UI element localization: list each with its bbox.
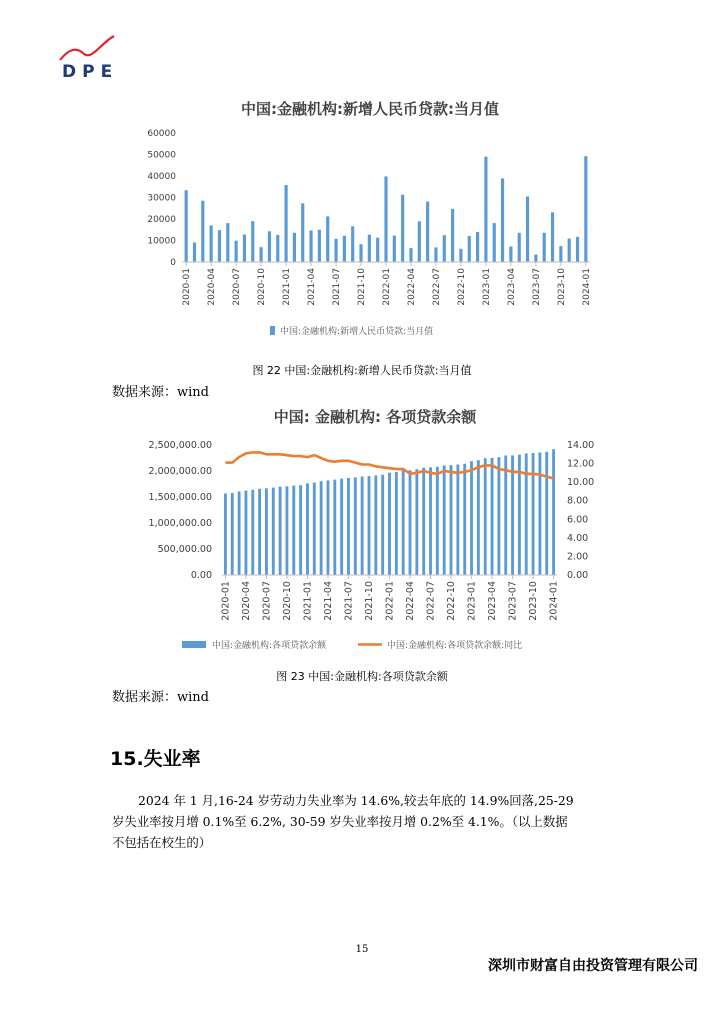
y-right-tick-label: 8.00 (567, 495, 589, 507)
x-tick-label: 2020-10 (257, 268, 268, 306)
figure-23-caption: 图 23 中国:金融机构:各项贷款余额 (276, 670, 448, 683)
legend-label: 中国:金融机构:新增人民币贷款:当月值 (280, 327, 434, 337)
bar (450, 465, 453, 575)
bar (518, 233, 521, 262)
bar (422, 468, 425, 575)
bar (340, 479, 343, 575)
bar (511, 455, 514, 575)
x-tick-label: 2022-07 (431, 268, 442, 306)
bar (393, 236, 396, 262)
x-tick-label: 2021-01 (282, 268, 293, 306)
bar (526, 196, 529, 262)
bar (279, 487, 282, 575)
bar (251, 490, 254, 575)
y-right-tick-label: 0.00 (567, 570, 589, 581)
bar (491, 458, 494, 575)
bar (354, 477, 357, 575)
bar (501, 178, 504, 262)
chart-loan-balance (140, 400, 610, 658)
bar (388, 473, 391, 575)
x-tick-label: 2023-04 (487, 581, 499, 621)
bar (333, 480, 336, 575)
x-tick-label: 2023-10 (556, 268, 567, 306)
bar (260, 247, 263, 262)
bar (268, 231, 271, 262)
y-right-tick-label: 6.00 (567, 514, 589, 526)
bar (334, 239, 337, 262)
chart-title: 中国:金融机构:新增人民币贷款:当月值 (241, 100, 499, 118)
x-tick-label: 2021-07 (332, 268, 343, 306)
bar (218, 230, 221, 262)
x-tick-label: 2021-10 (357, 268, 368, 306)
bar (320, 481, 323, 575)
y-right-tick-label: 14.00 (567, 440, 595, 451)
x-tick-label: 2020-01 (182, 268, 193, 306)
bar (193, 243, 196, 262)
bar (468, 236, 471, 262)
bar (436, 467, 439, 575)
y-right-tick-label: 4.00 (567, 532, 589, 544)
legend-swatch-bar (182, 641, 206, 648)
x-tick-label: 2020-07 (232, 268, 243, 306)
bar (238, 491, 241, 575)
chart-new-rmb-loans (130, 88, 610, 348)
x-tick-label: 2022-01 (382, 268, 392, 306)
y-right-tick-label: 2.00 (567, 551, 589, 563)
bar (235, 241, 238, 262)
y-tick-label: 30000 (147, 193, 176, 204)
x-tick-label: 2023-07 (507, 581, 519, 621)
y-left-tick-label: 2,500,000.00 (148, 440, 212, 451)
bar (231, 493, 234, 575)
y-tick-label: 20000 (147, 215, 176, 225)
x-tick-label: 2021-04 (322, 581, 334, 621)
bar (226, 223, 229, 262)
bar (368, 476, 371, 575)
bar (525, 453, 528, 575)
bar (476, 232, 479, 262)
x-tick-label: 2021-04 (307, 268, 318, 306)
legend-label: 中国:金融机构:各项贷款余额 (212, 641, 327, 651)
bar (532, 453, 535, 575)
bar (292, 486, 295, 575)
x-tick-label: 2022-10 (446, 581, 458, 621)
x-tick-label: 2020-04 (240, 581, 252, 621)
bar (201, 201, 204, 262)
legend-swatch (270, 326, 275, 335)
x-tick-label: 2020-10 (281, 581, 293, 621)
bar (409, 248, 412, 262)
bar (463, 464, 466, 575)
bar (534, 255, 537, 262)
bar (477, 460, 480, 575)
logo-swoosh-icon (52, 30, 132, 80)
bar (568, 239, 571, 262)
bar (434, 247, 437, 262)
bar (265, 488, 268, 575)
bar (272, 488, 275, 575)
x-tick-label: 2021-10 (363, 581, 375, 621)
page-number: 15 (355, 944, 369, 955)
bar (293, 233, 296, 262)
company-name: 深圳市财富自由投资管理有限公司 (488, 958, 698, 974)
bar (545, 452, 548, 575)
bar (584, 156, 587, 262)
chart-title: 中国: 金融机构: 各项贷款余额 (273, 408, 477, 426)
bar (286, 486, 289, 575)
y-tick-label: 50000 (147, 150, 176, 161)
paragraph-line: 2024 年 1 月,16-24 岁劳动力失业率为 14.6%,较去年底的 14.9%回落,25-29 (138, 793, 574, 808)
bar (415, 469, 418, 575)
x-tick-label: 2020-01 (220, 581, 232, 621)
y-left-tick-label: 1,500,000.00 (148, 492, 212, 503)
bar (276, 235, 279, 262)
y-left-tick-label: 2,000,000.00 (148, 466, 212, 477)
bar (429, 467, 432, 575)
bar (426, 202, 429, 262)
x-tick-label: 2021-07 (343, 581, 355, 621)
y-tick-label: 0 (170, 258, 176, 268)
paragraph-line: 岁失业率按月增 0.1%至 6.2%, 30-59 岁失业率按月增 0.2%至 4.1%。（以上数据 (112, 814, 568, 829)
y-tick-label: 40000 (147, 172, 176, 182)
x-tick-label: 2022-07 (425, 581, 437, 621)
bar (418, 221, 421, 262)
bar (504, 456, 507, 575)
bar (484, 458, 487, 575)
bar (351, 226, 354, 262)
x-tick-label: 2022-04 (406, 268, 417, 306)
bar (258, 489, 261, 575)
bar (443, 235, 446, 262)
section-heading: 15.失业率 (110, 748, 201, 770)
bar (374, 475, 377, 575)
bar (384, 176, 387, 262)
x-tick-label: 2023-01 (466, 581, 478, 621)
bar (185, 190, 188, 262)
bar (493, 223, 496, 262)
bar (552, 449, 555, 575)
bar (443, 465, 446, 575)
bar (470, 461, 473, 575)
legend-label: 中国:金融机构:各项贷款余额:同比 (387, 641, 523, 651)
x-tick-label: 2024-01 (581, 268, 592, 306)
bar (306, 483, 309, 575)
bar (327, 480, 330, 575)
y-left-tick-label: 0.00 (190, 570, 212, 581)
x-tick-label: 2024-01 (548, 581, 560, 621)
y-left-tick-label: 500,000.00 (157, 544, 212, 555)
x-tick-label: 2023-10 (528, 581, 540, 621)
bar (559, 246, 562, 262)
section-paragraph (112, 790, 632, 853)
x-tick-label: 2023-01 (481, 268, 492, 306)
bar (243, 234, 246, 262)
bar (451, 209, 454, 262)
company-logo (52, 30, 132, 80)
bar (509, 247, 512, 262)
x-tick-label: 2022-01 (384, 581, 396, 621)
y-left-tick-label: 1,000,000.00 (148, 518, 212, 529)
bar (538, 452, 541, 575)
bar (456, 465, 459, 576)
x-tick-label: 2022-10 (456, 268, 467, 306)
bar (309, 230, 312, 262)
bar (359, 244, 362, 262)
figure-22-caption: 图 22 中国:金融机构:新增人民币贷款:当月值 (252, 364, 472, 377)
bar (401, 195, 404, 262)
bar (326, 216, 329, 262)
x-tick-label: 2023-04 (506, 268, 517, 306)
bar (543, 233, 546, 262)
bar (376, 238, 379, 262)
bar (210, 225, 213, 262)
bar (402, 470, 405, 575)
x-tick-label: 2020-04 (207, 268, 218, 306)
bar (301, 203, 304, 262)
bar (497, 457, 500, 575)
bar (459, 249, 462, 262)
y-right-tick-label: 10.00 (567, 477, 595, 489)
bar (313, 483, 316, 575)
paragraph-line: 不包括在校生的） (112, 835, 212, 850)
y-right-tick-label: 12.00 (567, 458, 595, 470)
data-source-2: 数据来源：wind (112, 690, 209, 705)
bar (244, 491, 247, 575)
bar (409, 470, 412, 575)
bar (361, 476, 364, 575)
x-tick-label: 2021-01 (302, 581, 314, 621)
bar (284, 185, 287, 262)
bar (251, 221, 254, 262)
bar (224, 493, 227, 575)
bar (347, 478, 350, 575)
x-tick-label: 2023-07 (531, 268, 542, 306)
bar (318, 230, 321, 262)
bar (395, 472, 398, 575)
bar (343, 236, 346, 262)
logo-text: DPE (62, 62, 119, 80)
x-tick-label: 2022-04 (405, 581, 417, 621)
bar (484, 157, 487, 262)
bar (551, 212, 554, 262)
bar (368, 235, 371, 262)
data-source-1: 数据来源：wind (112, 385, 209, 400)
x-tick-label: 2020-07 (261, 581, 273, 621)
bar (299, 485, 302, 575)
y-tick-label: 60000 (147, 129, 176, 139)
bar (381, 475, 384, 575)
bar (576, 237, 579, 262)
y-tick-label: 10000 (147, 236, 176, 247)
